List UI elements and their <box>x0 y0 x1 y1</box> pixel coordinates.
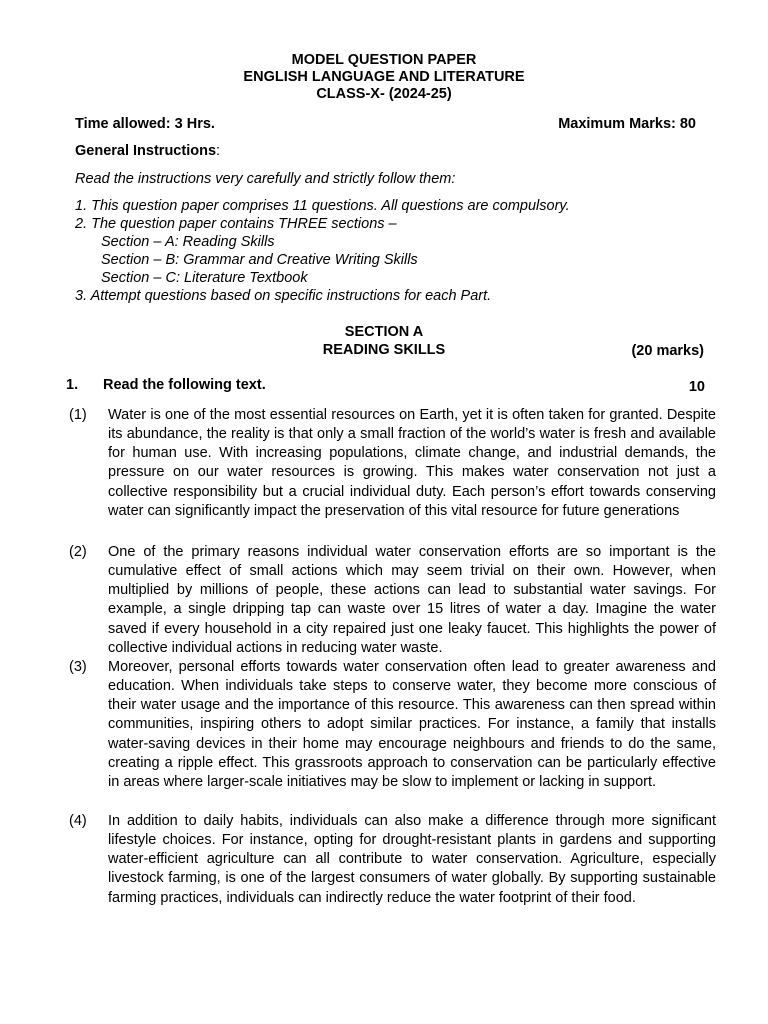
instructions-intro: Read the instructions very carefully and strictly follow them: <box>75 171 456 187</box>
instructions-heading-text: General Instructions <box>75 143 217 159</box>
passage-paragraph: Moreover, personal efforts towards water conservation often lead to greater awareness and education. When individuals take steps to conserve water, they become more conscious of their water usage and the importance of this resource. This awareness can then spread within communities, inspiring others to adopt similar practices. For instance, a family that installs water-saving devices in their home may encourage neighbours and friends to do the same, creating a ripple effect. This grassroots approach to conservation can be particularly effective in areas where larger-scale initiatives may be slow to implement or lacking in support. <box>108 659 716 790</box>
paper-title: MODEL QUESTION PAPER <box>291 52 477 68</box>
instruction-text: This question paper comprises 11 questions. All questions are compulsory. <box>91 198 570 214</box>
paragraph-number: (4) <box>69 813 87 829</box>
time-allowed: Time allowed: 3 Hrs. <box>75 116 215 132</box>
passage-paragraph: One of the primary reasons individual water conservation efforts are so important is the cumulative effect of small actions which may seem trivial on their own. However, when multiplied by millions of people, these actions can lead to substantial water savings. For example, a single dripping tap can waste over 15 litres of water a day. Imagine the water saved if every household in a city repaired just one leaky faucet. This highlights the power of collective individual actions in reducing water waste. <box>108 544 716 656</box>
instructions-heading <box>75 143 220 159</box>
instruction-item <box>75 197 570 215</box>
question-number: 1. <box>66 377 79 393</box>
passage-paragraph: Water is one of the most essential resources on Earth, yet it is often taken for granted. Despite its abundance, the reality is that only a small fraction of the world’s water is fresh and available for human use. With increasing populations, climate change, and industrial demands, the pressure on our water resources is growing. This makes water conservation not just a collective responsibility but a crucial individual duty. Each person’s effort towards conserving water can significantly impact the preservation of this vital resource for future generations <box>108 407 716 519</box>
section-a-title: SECTION A <box>344 324 424 340</box>
section-list-item: Section – C: Literature Textbook <box>101 270 308 286</box>
question-text: Read the following text. <box>103 377 266 393</box>
section-list-item: Section – B: Grammar and Creative Writing Skills <box>101 252 418 268</box>
paragraph-number: (2) <box>69 544 87 560</box>
passage-paragraph: In addition to daily habits, individuals can also make a difference through more significant lifestyle choices. For instance, opting for drought-resistant plants in gardens and supporting water-efficient agriculture can all contribute to water conservation. Agriculture, especially livestock farming, is one of the largest consumers of water globally. By supporting sustainable farming practices, individuals can indirectly reduce the water footprint of their food. <box>108 813 716 906</box>
instruction-text: The question paper contains THREE sections – <box>91 216 397 232</box>
paragraph-number: (3) <box>69 659 87 675</box>
question-marks: 10 <box>688 379 705 395</box>
maximum-marks: Maximum Marks: 80 <box>558 116 696 132</box>
section-list-item: Section – A: Reading Skills <box>101 234 275 250</box>
section-a-marks: (20 marks) <box>631 343 704 359</box>
section-a-subtitle: READING SKILLS <box>322 342 446 358</box>
instruction-item <box>75 215 397 233</box>
instruction-number: 1. <box>75 198 88 214</box>
paragraph-number: (1) <box>69 407 87 423</box>
paper-class: CLASS-X- (2024-25) <box>316 86 452 102</box>
instruction-number: 3. <box>75 288 88 304</box>
instruction-item <box>75 287 491 305</box>
instruction-text: Attempt questions based on specific instructions for each Part. <box>90 288 492 304</box>
paper-subject: ENGLISH LANGUAGE AND LITERATURE <box>243 69 525 85</box>
instruction-number: 2. <box>75 216 88 232</box>
instructions-heading-colon: : <box>216 143 221 159</box>
